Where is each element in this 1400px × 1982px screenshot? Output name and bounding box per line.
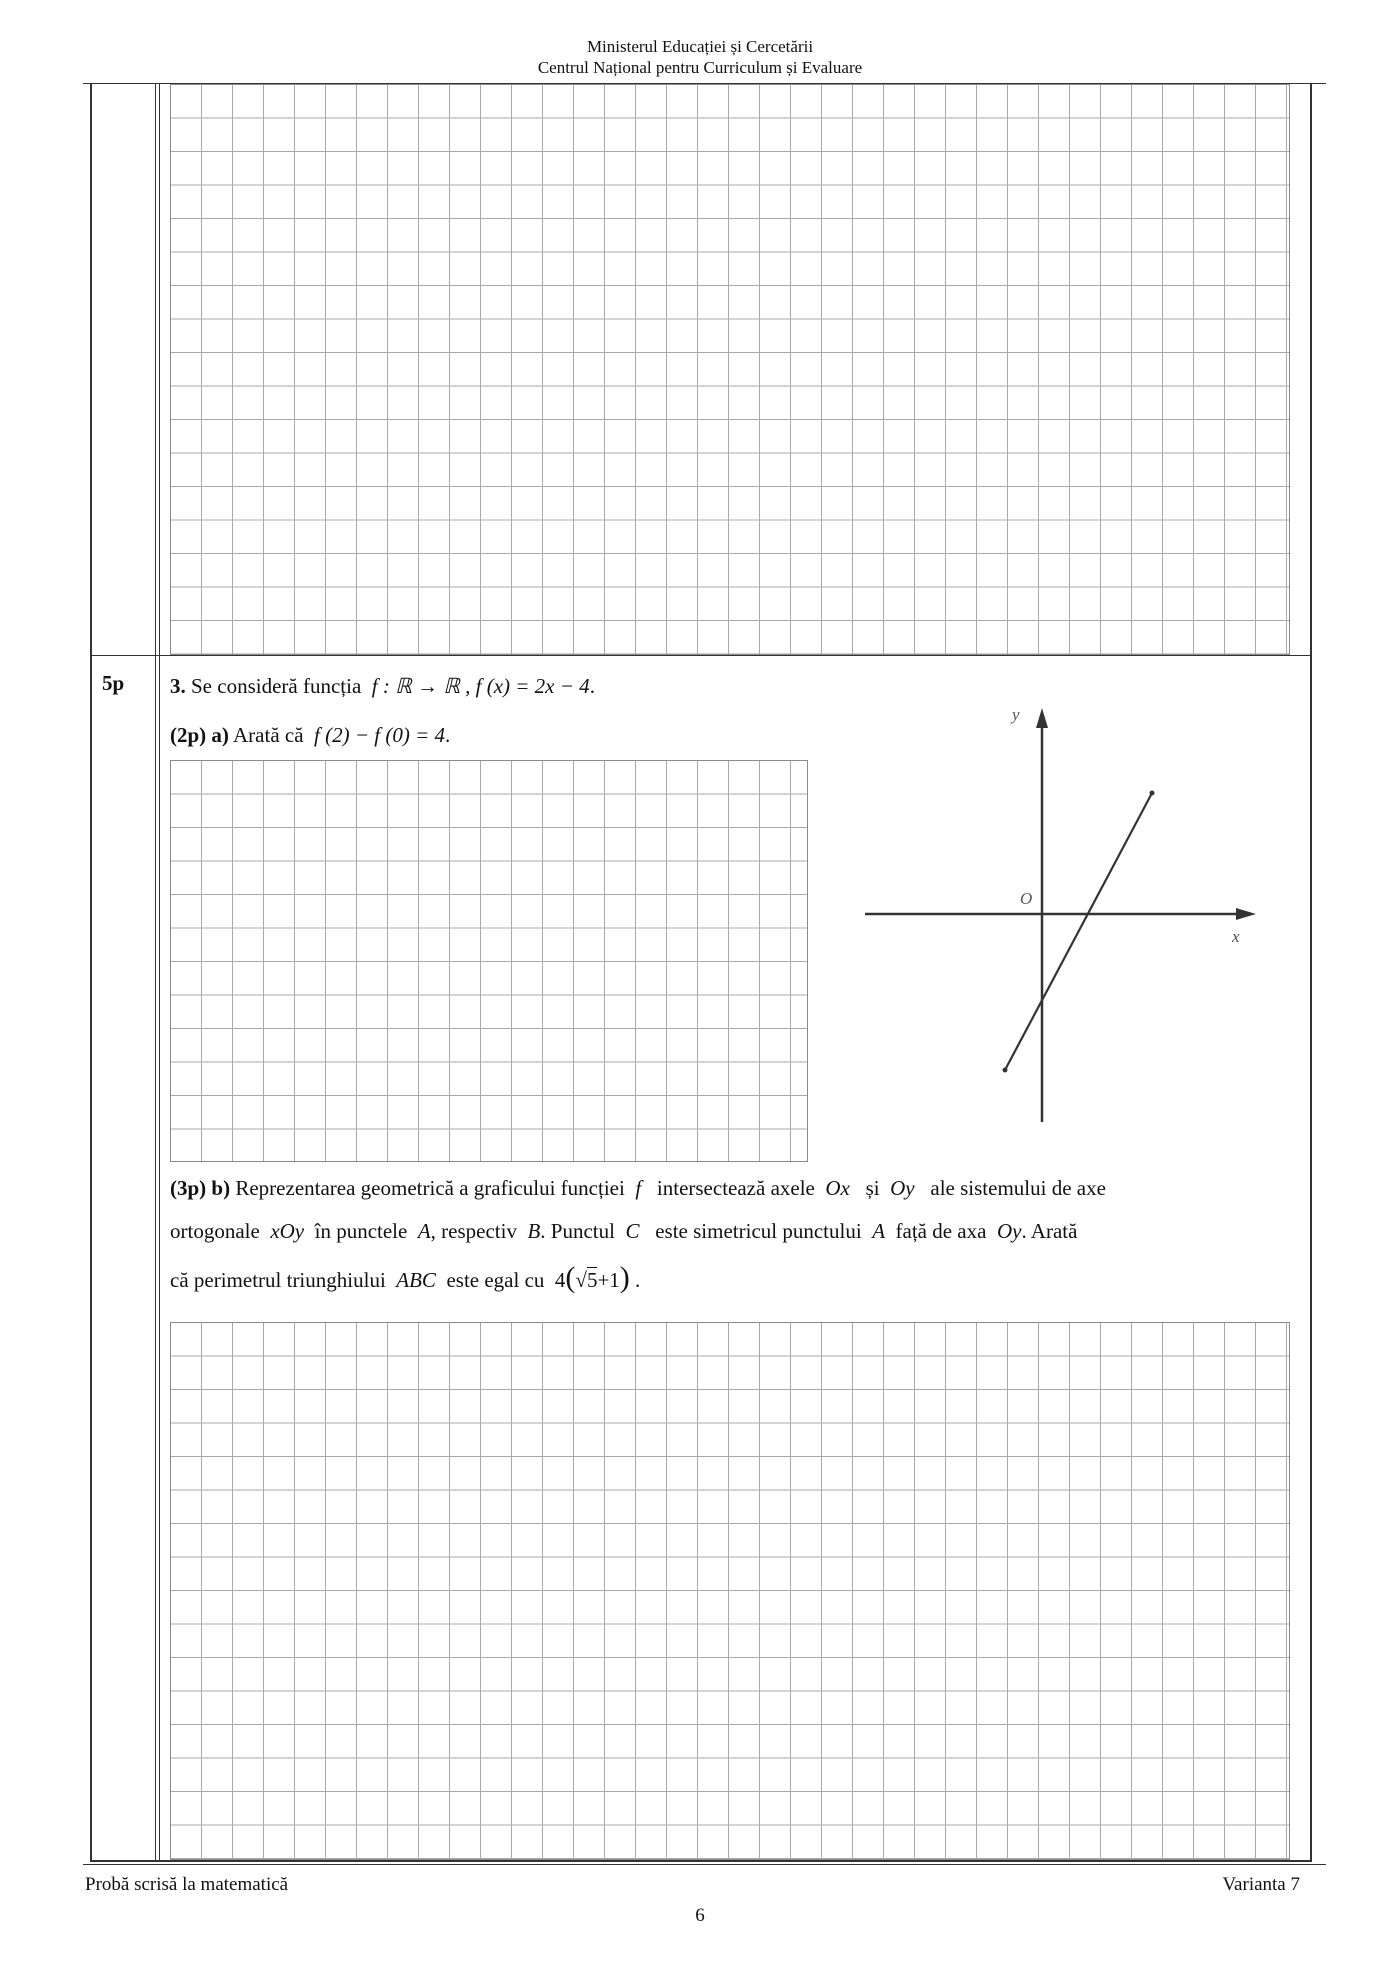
perimeter-formula: 4(√5+1)	[554, 1261, 630, 1294]
footer-left: Probă scrisă la matematică	[85, 1874, 289, 1895]
part-b-oy: Oy	[890, 1176, 915, 1200]
row-divider	[90, 655, 1312, 656]
formula-radicand: 5	[586, 1268, 598, 1292]
x-axis-label: x	[1232, 927, 1240, 946]
part-b-point-c: C	[625, 1219, 640, 1243]
part-a-letter: a)	[211, 723, 229, 747]
origin-label: O	[1020, 889, 1033, 908]
header-ministry: Ministerul Educației și Cercetării	[586, 37, 814, 56]
table-left-border	[90, 84, 92, 1862]
part-b-point-a-2: A	[872, 1219, 886, 1243]
table-bottom-border	[90, 1860, 1312, 1862]
part-a-verb: Arată că	[233, 723, 304, 747]
sqrt-symbol: √	[575, 1268, 587, 1292]
header-center: Centrul Național pentru Curriculum și Evaluare	[537, 58, 863, 77]
line-endpoint-low	[1003, 1068, 1008, 1073]
part-b-triangle-abc: ABC	[396, 1268, 436, 1292]
part-b-point-a: A	[417, 1219, 431, 1243]
line-endpoint-high	[1150, 791, 1155, 796]
problem-number: 3.	[170, 674, 186, 698]
function-line	[1005, 793, 1152, 1070]
table-right-border	[1310, 84, 1312, 1862]
part-b-text-11: că perimetrul triunghiului	[170, 1268, 386, 1292]
part-b-points: (3p)	[170, 1176, 207, 1200]
part-b-text-9: față de axa	[895, 1219, 987, 1243]
part-b-text-12: este egal cu	[446, 1268, 545, 1292]
part-b-point-b: B	[527, 1219, 541, 1243]
part-b-text-10: . Arată	[1021, 1219, 1078, 1243]
part-b-f: f	[635, 1176, 642, 1200]
part-b-text-1: Reprezentarea geometrică a graficului funcției	[235, 1176, 625, 1200]
x-axis	[865, 908, 1256, 920]
answer-grid-previous[interactable]	[170, 84, 1290, 655]
part-b-line-1	[170, 1175, 1106, 1201]
part-b-text-4: ortogonale	[170, 1219, 260, 1243]
part-b-ox: Ox	[825, 1176, 850, 1200]
function-definition: f : ℝ → ℝ , f (x) = 2x − 4	[371, 674, 590, 698]
answer-grid-part-a[interactable]	[170, 760, 808, 1162]
part-b-text-8: este simetricul punctului	[655, 1219, 862, 1243]
footer-right: Varianta 7	[1222, 1874, 1300, 1895]
footer-rule	[83, 1864, 1326, 1865]
part-b-oy-2: Oy	[996, 1219, 1022, 1243]
part-b-text-6: , respectiv	[430, 1219, 517, 1243]
part-b-si: și	[865, 1176, 880, 1200]
part-b-text-3: ale sistemului de axe	[930, 1176, 1106, 1200]
part-a-expression: f (2) − f (0) = 4	[314, 723, 446, 747]
part-a-points: (2p)	[170, 723, 207, 747]
points-column-divider-inner	[159, 84, 160, 1862]
problem-statement: 3. Se consideră funcția f : ℝ → ℝ , f (x) = 2x − 4.	[170, 674, 595, 698]
y-axis-label: y	[1012, 705, 1020, 724]
answer-grid-part-b[interactable]	[170, 1322, 1290, 1860]
page-number: 6	[695, 1905, 705, 1926]
function-graph	[860, 700, 1260, 1130]
formula-plus-one: +1	[597, 1268, 620, 1292]
points-column-divider	[155, 84, 156, 1862]
part-b-letter: b)	[211, 1176, 231, 1200]
part-b-line-3: că perimetrul triunghiului ABC este egal cu 4(√5+1) .	[170, 1261, 641, 1294]
part-b-text-7: . Punctul	[540, 1219, 615, 1243]
part-a-statement: (2p) a) Arată că f (2) − f (0) = 4.	[170, 723, 451, 747]
part-b-xoy: xOy	[270, 1219, 305, 1243]
problem-intro: Se consideră funcția	[191, 674, 362, 698]
part-b-text-2: intersectează axele	[656, 1176, 815, 1200]
part-b-text-5: în punctele	[314, 1219, 408, 1243]
formula-coefficient: 4	[554, 1268, 566, 1292]
points-label: 5p	[102, 671, 125, 695]
part-b-line-2	[170, 1218, 1077, 1244]
